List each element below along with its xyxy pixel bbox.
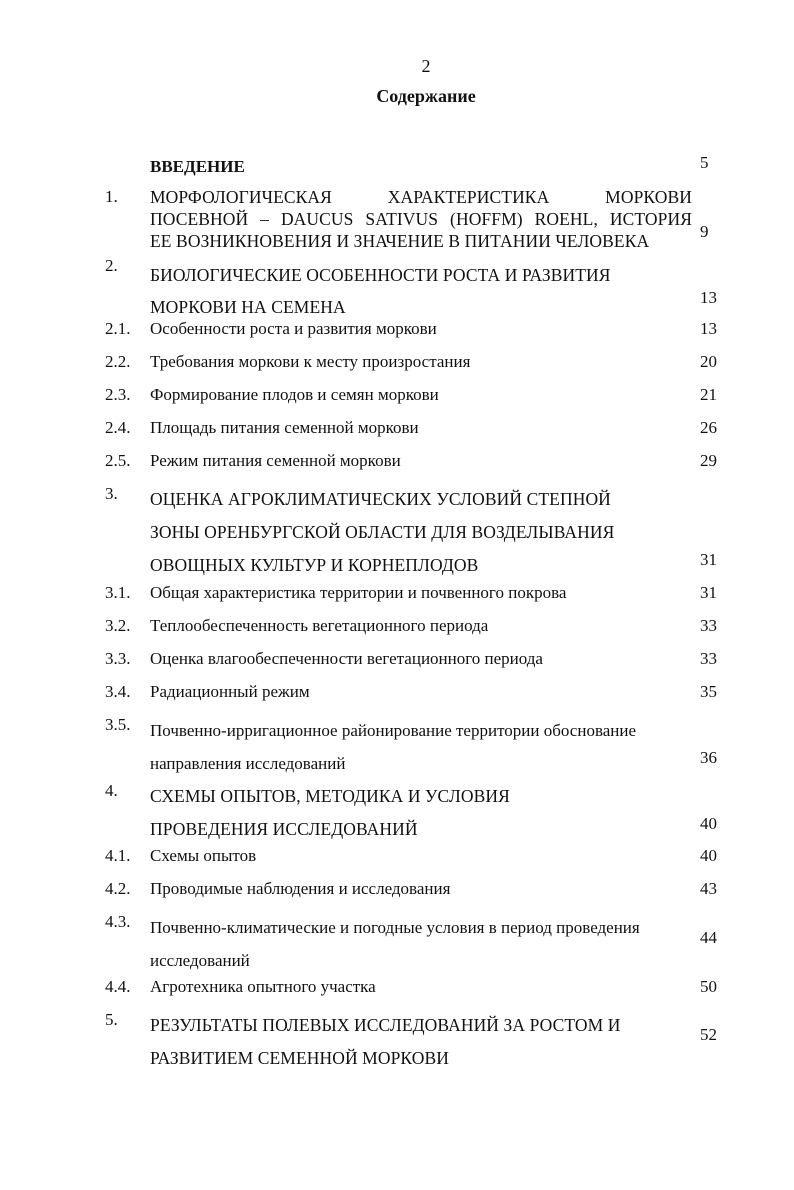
- toc-entry-title-line: ОВОЩНЫХ КУЛЬТУР И КОРНЕПЛОДОВ: [150, 555, 479, 575]
- toc-entry-title: [150, 615, 692, 637]
- toc-entry-title: [150, 714, 692, 780]
- toc-entry-title-line: исследований: [150, 951, 250, 970]
- toc-entry-title: [150, 156, 692, 178]
- toc-entry-page: 43: [700, 879, 717, 898]
- toc-entry-title: [150, 351, 692, 373]
- toc-entry-title: [150, 845, 692, 867]
- toc-entry-page: 31: [700, 583, 717, 602]
- toc-entry-number: 2.3.: [105, 385, 131, 404]
- toc-entry-title-line: Общая характеристика территории и почвенного покрова: [150, 583, 567, 602]
- toc-entry-title: [150, 582, 692, 604]
- toc-entry-title-line: Почвенно-климатические и погодные условия в период проведения: [150, 918, 640, 937]
- toc-entry-page: 5: [700, 153, 709, 172]
- toc-entry-number: 3.2.: [105, 616, 131, 635]
- toc-entry-number: 5.: [105, 1010, 118, 1029]
- toc-entry-number: 4.3.: [105, 912, 131, 931]
- toc-entry-page: 33: [700, 649, 717, 668]
- toc-entry-number: 1.: [105, 187, 118, 206]
- toc-entry-title: [150, 976, 692, 998]
- toc-entry-title-line: ВВЕДЕНИЕ: [150, 157, 245, 176]
- toc-entry-title: [150, 259, 692, 323]
- toc-entry-page: 13: [700, 319, 717, 338]
- page-number: 2: [421, 56, 431, 76]
- toc-entry-number: 2.: [105, 256, 118, 275]
- toc-entry-title-line: ЕЕ ВОЗНИКНОВЕНИЯ И ЗНАЧЕНИЕ В ПИТАНИИ ЧЕЛОВЕКА: [150, 231, 650, 251]
- toc-entry-number: 4.2.: [105, 879, 131, 898]
- toc-entry-number: 3.: [105, 484, 118, 503]
- toc-entry-title-line: ОЦЕНКА АГРОКЛИМАТИЧЕСКИХ УСЛОВИЙ СТЕПНОЙ: [150, 489, 611, 509]
- toc-entry-title-line: ЗОНЫ ОРЕНБУРГСКОЙ ОБЛАСТИ ДЛЯ ВОЗДЕЛЫВАНИЯ: [150, 522, 615, 542]
- toc-entry-title-line: Агротехника опытного участка: [150, 977, 376, 996]
- toc-entry-page: 33: [700, 616, 717, 635]
- toc-entry-title: [150, 1009, 692, 1075]
- toc-entry-title: [150, 186, 692, 252]
- toc-entry-page: 35: [700, 682, 717, 701]
- page-title: Содержание: [376, 86, 476, 106]
- toc-entry-title-line: Режим питания семенной моркови: [150, 451, 401, 470]
- toc-entry-page: 52: [700, 1025, 717, 1044]
- toc-entry-title-line: Теплообеспеченность вегетационного периода: [150, 616, 489, 635]
- toc-entry-title-line: ПРОВЕДЕНИЯ ИССЛЕДОВАНИЙ: [150, 819, 418, 839]
- toc-entry-title-line: Особенности роста и развития моркови: [150, 319, 437, 338]
- toc-entry-number: 2.5.: [105, 451, 131, 470]
- toc-entry-title: [150, 450, 692, 472]
- toc-entry-title: [150, 483, 692, 582]
- toc-entry-title-line: БИОЛОГИЧЕСКИЕ ОСОБЕННОСТИ РОСТА И РАЗВИТИЯ: [150, 265, 611, 285]
- toc-entry-page: 26: [700, 418, 717, 437]
- toc-entry-page: 13: [700, 288, 717, 307]
- toc-entry-title-line: Радиационный режим: [150, 682, 310, 701]
- toc-entry-title-line: РАЗВИТИЕМ СЕМЕННОЙ МОРКОВИ: [150, 1048, 449, 1068]
- toc-entry-page: 9: [700, 222, 709, 241]
- toc-entry-page: 44: [700, 928, 717, 947]
- toc-entry-title: [150, 878, 692, 900]
- toc-entry-page: 50: [700, 977, 717, 996]
- toc-entry-title-line: МОРКОВИ НА СЕМЕНА: [150, 297, 346, 317]
- toc-entry-title: [150, 780, 692, 846]
- toc-entry-number: 2.1.: [105, 319, 131, 338]
- toc-entry-page: 29: [700, 451, 717, 470]
- toc-entry-title-line: Требования моркови к месту произростания: [150, 352, 471, 371]
- toc-entry-number: 4.4.: [105, 977, 131, 996]
- toc-entry-page: 40: [700, 814, 717, 833]
- toc-entry-number: 3.5.: [105, 715, 131, 734]
- toc-entry-page: 36: [700, 748, 717, 767]
- toc-entry-title-line: Проводимые наблюдения и исследования: [150, 879, 451, 898]
- toc-entry-title-line: Формирование плодов и семян моркови: [150, 385, 439, 404]
- toc-entry-number: 3.3.: [105, 649, 131, 668]
- toc-entry-title: [150, 384, 692, 406]
- toc-entry-title-line: Почвенно-ирригационное районирование территории обоснование: [150, 721, 637, 740]
- toc-entry-number: 4.1.: [105, 846, 131, 865]
- toc-entry-number: 3.4.: [105, 682, 131, 701]
- toc-entry-page: 40: [700, 846, 717, 865]
- toc-entry-page: 20: [700, 352, 717, 371]
- toc-entry-number: 4.: [105, 781, 118, 800]
- toc-entry-title-line: направления исследований: [150, 754, 346, 773]
- toc-entry-number: 2.4.: [105, 418, 131, 437]
- toc-entry-title: [150, 417, 692, 439]
- toc-entry-title-line: СХЕМЫ ОПЫТОВ, МЕТОДИКА И УСЛОВИЯ: [150, 786, 510, 806]
- toc-entry-title-line: ПОСЕВНОЙ – DAUCUS SATIVUS (HOFFM) ROEHL, ИСТОРИЯ: [150, 209, 692, 229]
- toc-entry-title: [150, 318, 692, 340]
- toc-entry-title-line: МОРФОЛОГИЧЕСКАЯ ХАРАКТЕРИСТИКА МОРКОВИ: [150, 187, 692, 207]
- toc-entry-page: 21: [700, 385, 717, 404]
- toc-entry-title-line: Схемы опытов: [150, 846, 257, 865]
- toc-entry-number: 3.1.: [105, 583, 131, 602]
- toc-entry-title: [150, 681, 692, 703]
- toc-entry-number: 2.2.: [105, 352, 131, 371]
- toc-entry-title-line: Площадь питания семенной моркови: [150, 418, 419, 437]
- toc-entry-title-line: РЕЗУЛЬТАТЫ ПОЛЕВЫХ ИССЛЕДОВАНИЙ ЗА РОСТОМ И: [150, 1015, 621, 1035]
- toc-entry-title-line: Оценка влагообеспеченности вегетационного периода: [150, 649, 543, 668]
- toc-entry-page: 31: [700, 550, 717, 569]
- toc-entry-title: [150, 911, 692, 977]
- toc-entry-title: [150, 648, 692, 670]
